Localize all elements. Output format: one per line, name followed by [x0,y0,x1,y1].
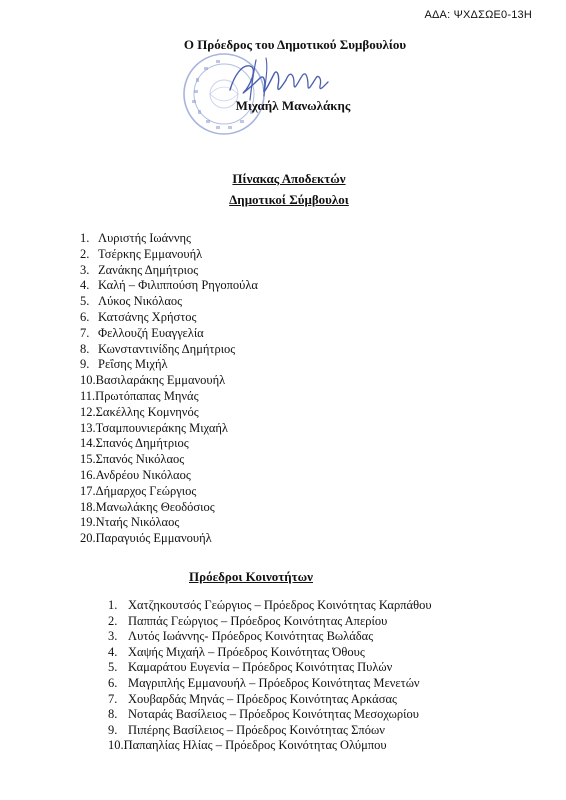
list-item: 5. Λύκος Νικόλαος [80,294,183,309]
list-item: 8. Κωνσταντινίδης Δημήτριος [80,341,236,356]
list-item: 17.Δήμαρχος Γεώργιος [80,483,197,498]
list-item: 9. Πιπέρης Βασίλειος – Πρόεδρος Κοινότητας Σπόων [108,722,385,737]
list-item: 4. Καλή – Φιλιππούση Ρηγοπούλα [80,278,258,293]
list-item: 6. Μαγριπλής Εμμανουήλ – Πρόεδρος Κοινότητας Μενετών [108,675,420,690]
list-item: 15.Σπανός Νικόλαος [80,452,185,467]
list-item: 6. Κατσάνης Χρήστος [80,309,197,324]
list-item: 19.Νταής Νικόλαος [80,515,180,530]
list-item: 11.Πρωτόπαπας Μηνάς [80,388,199,403]
list-item: 2. Τσέρκης Εμμανουήλ [80,246,203,261]
list-item: 5. Καμαράτου Ευγενία – Πρόεδρος Κοινότητας Πυλών [108,660,393,675]
list-item: 9. Ρεΐσης Μιχήλ [80,357,168,372]
list-item: 10.Βασιλαράκης Εμμανουήλ [80,373,226,388]
list-item: 7. Χουβαρδάς Μηνάς – Πρόεδρος Κοινότητας Αρκάσας [108,691,397,706]
presidents-heading: Πρόεδροι Κοινοτήτων [189,569,313,584]
recipients-title: Πίνακας Αποδεκτών [232,171,346,186]
list-item: 4. Χαψής Μιχαήλ – Πρόεδρος Κοινότητας Όθους [108,644,365,659]
list-item: 7. Φελλουζή Ευαγγελία [80,325,204,340]
list-item: 3. Λυτός Ιωάννης- Πρόεδρος Κοινότητας Βωλάδας [108,629,374,644]
list-item: 12.Σακέλλης Κομνηνός [80,404,199,419]
list-item: 13.Τσαμπουνιεράκης Μιχαήλ [80,420,228,435]
ada-code: ΑΔΑ: ΨΧΔΣΩΕ0-13Η [424,9,532,21]
list-item: 16.Ανδρέου Νικόλαος [80,467,191,482]
list-item: 3. Ζανάκης Δημήτριος [80,262,199,277]
councillors-list [80,231,258,547]
list-item: 1. Χατζηκουτσός Γεώργιος – Πρόεδρος Κοινότητας Καρπάθου [108,598,432,612]
list-item: 8. Νοταράς Βασίλειος – Πρόεδρος Κοινότητας Μεσοχωρίου [108,707,419,722]
list-item: 14.Σπανός Δημήτριος [80,436,189,451]
list-item: 20.Παραγυιός Εμμανουήλ [80,531,212,546]
signatory-title: Ο Πρόεδρος του Δημοτικού Συμβουλίου [183,37,407,52]
list-item: 2. Παππάς Γεώργιος – Πρόεδρος Κοινότητας Απερίου [108,613,388,628]
signatory-name: Μιχαήλ Μανωλάκης [235,98,351,113]
list-item: 10.Παπαηλίας Ηλίας – Πρόεδρος Κοινότητας Ολύμπου [108,738,387,753]
presidents-list [108,598,432,754]
list-item: 18.Μανωλάκης Θεοδόσιος [80,499,215,514]
councillors-heading: Δημοτικοί Σύμβουλοι [229,192,349,207]
list-item: 1. Λυριστής Ιωάννης [80,231,191,245]
